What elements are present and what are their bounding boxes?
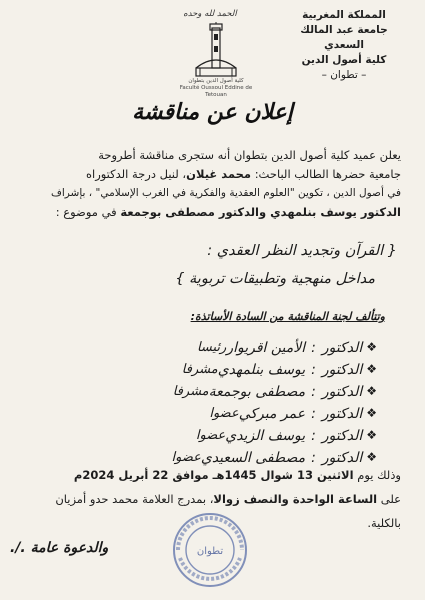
member-role: مشرفا: [172, 384, 209, 399]
intro-line-2-prefix: جامعية حضرها الطالب الباحث:: [254, 167, 401, 181]
basmala-text: الحمد لله وحده: [183, 9, 237, 19]
member-colon: :: [311, 450, 316, 466]
member-role: عضوا: [209, 406, 239, 421]
member-title: الدكتور: [321, 450, 363, 466]
bullet-icon: ❖: [366, 428, 377, 442]
member-colon: :: [311, 406, 316, 422]
member-title: الدكتور: [321, 384, 363, 400]
bullet-icon: ❖: [366, 406, 377, 420]
intro-line-4: [20, 205, 401, 220]
schedule-prefix: وذلك يوم: [357, 468, 401, 482]
bullet-icon: ❖: [366, 362, 377, 376]
page-title: إعلان عن مناقشة: [132, 100, 293, 125]
kingdom-label: المملكة المغربية: [302, 9, 386, 21]
bullet-icon: ❖: [366, 384, 377, 398]
member-colon: :: [311, 340, 316, 356]
member-role: مشرفا: [181, 362, 218, 377]
member-colon: :: [311, 362, 316, 378]
member-colon: :: [311, 384, 316, 400]
intro-line-2: [20, 167, 401, 182]
member-name: الأمين اقريوار: [226, 340, 306, 356]
supervisors-names: الدكتور يوسف بنلمهدي والدكتور مصطفى بوجمعة: [120, 205, 401, 219]
schedule-line-3: بالكلية.: [367, 516, 401, 530]
thesis-title-line-2: مداخل منهجية وتطبيقات تربوية }: [175, 271, 375, 287]
faculty-label: كلية أصول الدين: [301, 54, 387, 66]
member-title: الدكتور: [321, 340, 363, 356]
member-title: الدكتور: [321, 428, 363, 444]
logo-caption-fr: Faculté Oussoul Eddine de Tetouan: [179, 85, 253, 98]
program-name: العلوم العقدية والفكرية في الغرب الإسلامي: [100, 187, 290, 199]
thesis-title-line-1: { القرآن وتجديد النظر العقدي :: [207, 243, 397, 259]
member-title: الدكتور: [321, 406, 363, 422]
member-name: مصطفى بوجمعة: [208, 384, 306, 400]
institution-header: [285, 8, 403, 83]
member-role: عضوا: [195, 428, 226, 443]
committee-heading: وتتألف لجنة المناقشة من السادة الأساتذة:: [190, 310, 385, 323]
member-title: الدكتور: [321, 362, 363, 378]
member-role: رئيسا: [196, 340, 227, 355]
intro-line-3-suffix: " ، بإشراف: [50, 187, 101, 199]
bullet-icon: ❖: [366, 340, 377, 354]
schedule-line-1: [20, 468, 401, 483]
logo-caption: [176, 78, 256, 99]
bullet-icon: ❖: [366, 450, 377, 464]
student-name: محمد غيلان: [186, 167, 252, 181]
member-name: يوسف الزيدي: [225, 428, 306, 444]
committee-member: [120, 428, 377, 450]
intro-line-3: [20, 186, 401, 201]
committee-member: [120, 406, 377, 428]
stamp-text: تطوان: [196, 546, 224, 557]
university-label: جامعة عبد المالك السعدي: [300, 24, 388, 51]
defense-time: الساعة الواحدة والنصف زوالا: [213, 492, 378, 506]
schedule-line-2: [20, 492, 401, 507]
member-colon: :: [311, 428, 316, 444]
topic-label: في موضوع :: [55, 205, 117, 219]
committee-member: [120, 340, 377, 362]
intro-line-1: يعلن عميد كلية أصول الدين بتطوان أنه ستجرى مناقشة أطروحة: [98, 148, 401, 162]
intro-line-3-prefix: في أصول الدين ، تكوين ": [289, 187, 401, 199]
member-name: عمر مبركي: [238, 406, 306, 422]
city-label: – تطوان –: [321, 69, 367, 81]
member-role: عضوا: [171, 450, 201, 465]
committee-member: [120, 384, 377, 406]
schedule-line-2-prefix: على: [380, 492, 401, 506]
faculty-stamp-icon: [170, 510, 250, 590]
committee-member: [120, 362, 377, 384]
closing-text: والدعوة عامة ./.: [10, 540, 109, 556]
intro-line-2-suffix: ، لنيل درجة الدكتوراه: [85, 167, 187, 181]
member-name: يوسف بنلمهدي: [217, 362, 306, 378]
member-name: مصطفى السعيدي: [200, 450, 306, 466]
defense-date: الاثنين 13 شوال 1445هـ موافق 22 أبريل 2024م: [73, 468, 354, 482]
defense-venue: ، بمدرج العلامة محمد حدو أمزيان: [55, 492, 214, 506]
logo-caption-ar: كلية أصول الدين بتطوان: [188, 78, 244, 84]
